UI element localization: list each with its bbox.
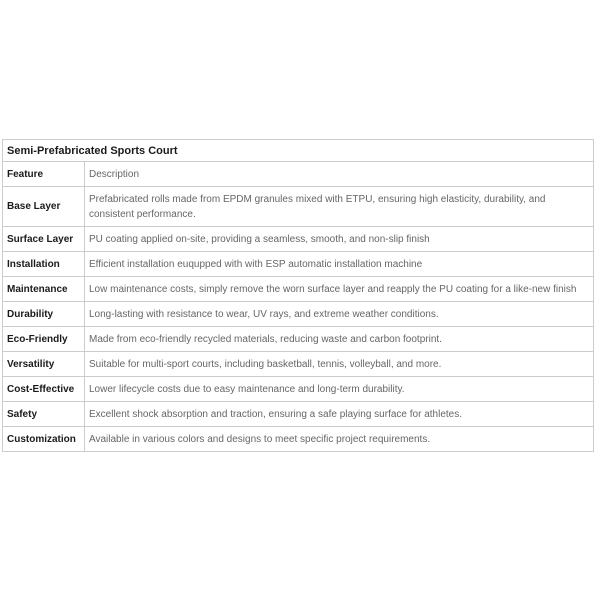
column-header-feature: Feature <box>3 162 85 187</box>
table-row <box>3 377 594 402</box>
feature-cell: Base Layer <box>3 187 85 227</box>
table-row <box>3 402 594 427</box>
feature-cell: Eco-Friendly <box>3 327 85 352</box>
feature-cell: Customization <box>3 427 85 452</box>
table-title-row <box>3 140 594 162</box>
table-row <box>3 327 594 352</box>
table-row <box>3 227 594 252</box>
feature-cell: Surface Layer <box>3 227 85 252</box>
description-cell: Efficient installation euqupped with with ESP automatic installation machine <box>85 252 594 277</box>
description-cell: Long-lasting with resistance to wear, UV rays, and extreme weather conditions. <box>85 302 594 327</box>
column-header-description: Description <box>85 162 594 187</box>
feature-cell: Durability <box>3 302 85 327</box>
table-row <box>3 277 594 302</box>
feature-cell: Cost-Effective <box>3 377 85 402</box>
table-header-row <box>3 162 594 187</box>
description-cell: Made from eco-friendly recycled materials, reducing waste and carbon footprint. <box>85 327 594 352</box>
feature-cell: Safety <box>3 402 85 427</box>
table-row <box>3 302 594 327</box>
feature-cell: Maintenance <box>3 277 85 302</box>
description-cell: Available in various colors and designs to meet specific project requirements. <box>85 427 594 452</box>
description-cell: PU coating applied on-site, providing a seamless, smooth, and non-slip finish <box>85 227 594 252</box>
description-cell: Lower lifecycle costs due to easy maintenance and long-term durability. <box>85 377 594 402</box>
table-row <box>3 427 594 452</box>
table-title: Semi-Prefabricated Sports Court <box>3 140 594 162</box>
description-cell: Prefabricated rolls made from EPDM granules mixed with ETPU, ensuring high elasticity, durability, and consistent performance. <box>85 187 594 227</box>
description-cell: Excellent shock absorption and traction, ensuring a safe playing surface for athletes. <box>85 402 594 427</box>
table-row <box>3 352 594 377</box>
table-row <box>3 252 594 277</box>
feature-cell: Versatility <box>3 352 85 377</box>
table-row <box>3 187 594 227</box>
description-cell: Suitable for multi-sport courts, including basketball, tennis, volleyball, and more. <box>85 352 594 377</box>
feature-cell: Installation <box>3 252 85 277</box>
sports-court-feature-table <box>2 139 594 452</box>
description-cell: Low maintenance costs, simply remove the worn surface layer and reapply the PU coating for a like-new finish <box>85 277 594 302</box>
